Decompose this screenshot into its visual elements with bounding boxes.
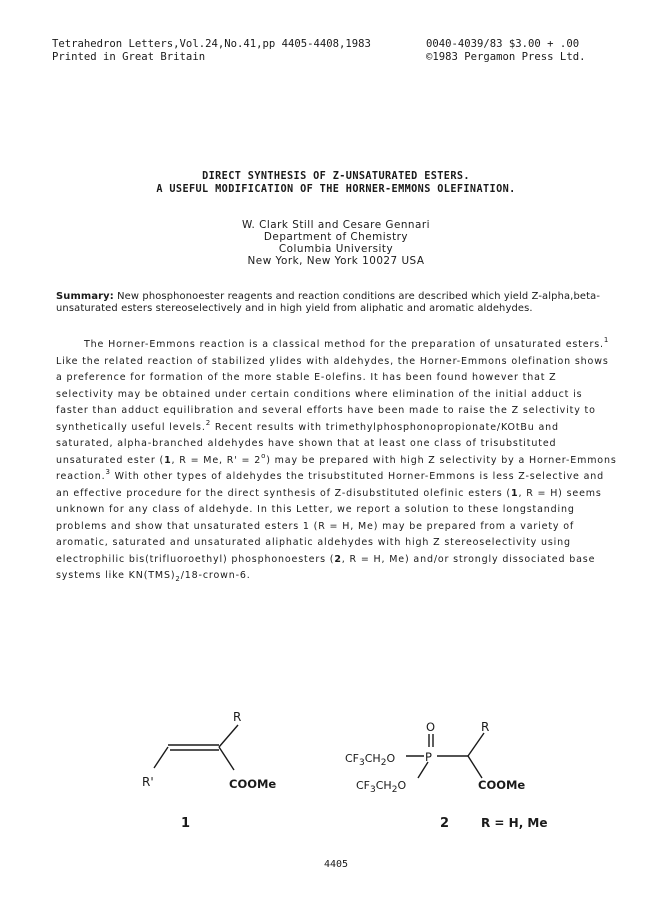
body-text: ) may be prepared with high Z selectivity by a Horner-Emmons reaction. [56, 454, 617, 482]
body-text: The Horner-Emmons reaction is a classical method for the preparation of unsaturated esters. [84, 339, 604, 350]
body-text: , R = Me, R' = 2 [171, 454, 262, 466]
structure-2-substituent-1: $CF_3CH_2O$ [345, 752, 396, 768]
c-r-bond [468, 733, 484, 756]
author-department: Department of Chemistry [263, 231, 409, 243]
structure-1-ester: COOMe [229, 777, 277, 791]
structure-1-number: 1 [181, 816, 191, 831]
author-names: W. Clark Still and Cesare Gennari [241, 219, 431, 231]
structure-2-labels [345, 720, 548, 831]
c-ester-bond [468, 756, 482, 778]
body-text: With other types of aldehydes the trisubstituted Horner-Emmons is less Z-selective and an effective procedure for the direct synthesis of Z-disubstituted olefinic esters ( [56, 471, 605, 499]
reference-2: 2 [205, 418, 212, 427]
structure-1-r: R [233, 710, 242, 724]
journal-citation: Tetrahedron Letters,Vol.24,No.41,pp 4405-4408,1983 [52, 38, 371, 50]
summary-text: New phosphonoester reagents and reaction conditions are described which yield Z-alpha,beta-unsaturated esters stereoselectively and in high yield from aliphatic and aromatic aldehydes. [56, 291, 601, 314]
bond-to-r [219, 725, 238, 747]
reference-1: 1 [603, 336, 610, 344]
structure-2-r-definition: R = H, Me [481, 816, 548, 830]
paper-title-line-1: DIRECT SYNTHESIS OF Z-UNSATURATED ESTERS. [202, 171, 470, 182]
bond-to-rprime [154, 747, 168, 768]
page-number: 4405 [323, 859, 349, 870]
structure-2-oxygen: O [426, 720, 436, 734]
compound-ref: 1 [164, 454, 172, 466]
structure-1-labels [142, 710, 276, 831]
structure-2-number: 2 [440, 816, 450, 831]
degree-marker: o [261, 451, 267, 460]
bond-to-ester [219, 747, 234, 770]
compound-ref: 1 [510, 487, 519, 499]
price-code: 0040-4039/83 $3.00 + .00 [426, 38, 580, 50]
body-text: , R = H, Me) and/or strongly dissociated base systems like KN(TMS) [56, 553, 596, 581]
body-text: Like the related reaction of stabilized ylides with aldehydes, the Horner-Emmons olefination shows a preference for formation of the more stable E-olefins. It has been found however that Z selectivity may be obtained under certain conditions where elimination of the initial adduct is faster than adduct equilibration and several efforts have been made to raise the Z selectivity to synthetically useful levels. [56, 355, 609, 433]
structure-2-ester: COOMe [478, 778, 526, 792]
structure-2-phosphorus: P [425, 750, 432, 764]
subscript: 2 [175, 575, 181, 583]
body-text: , R = H) seems unknown for any class of aldehyde. In this Letter, we report a solution to these longstanding problems and show that unsaturated esters 1 (R = H, Me) may be prepared from a variety of aromatic, saturated and unsaturated aliphatic aldehydes with high Z stereoselectivity using electrophilic bis(trifluoroethyl) phosphonoesters ( [56, 487, 602, 565]
structure-2-substituent-2: $CF_3CH_2O$ [356, 779, 407, 795]
paper-title-line-2: A USEFUL MODIFICATION OF THE HORNER-EMMONS OLEFINATION. [156, 184, 516, 195]
author-university: Columbia University [278, 243, 394, 255]
body-text: Recent results with trimethylphosphonopropionate/KOtBu and saturated, alpha-branched aldehydes have shown that at least one class of trisubstituted unsaturated ester ( [56, 421, 559, 466]
compound-ref: 2 [334, 553, 342, 565]
structure-2 [406, 733, 484, 778]
copyright: ©1983 Pergamon Press Ltd. [426, 51, 586, 63]
body-text: /18-crown-6. [180, 570, 251, 581]
author-city: New York, New York 10027 USA [247, 255, 425, 267]
summary-label: Summary: [56, 291, 114, 302]
reference-3: 3 [105, 468, 111, 476]
p-o-bond-2 [418, 762, 428, 778]
printed-location: Printed in Great Britain [52, 51, 206, 63]
structure-1 [154, 725, 238, 770]
structure-2-r: R [481, 720, 490, 734]
structure-1-rprime: R' [142, 775, 154, 789]
